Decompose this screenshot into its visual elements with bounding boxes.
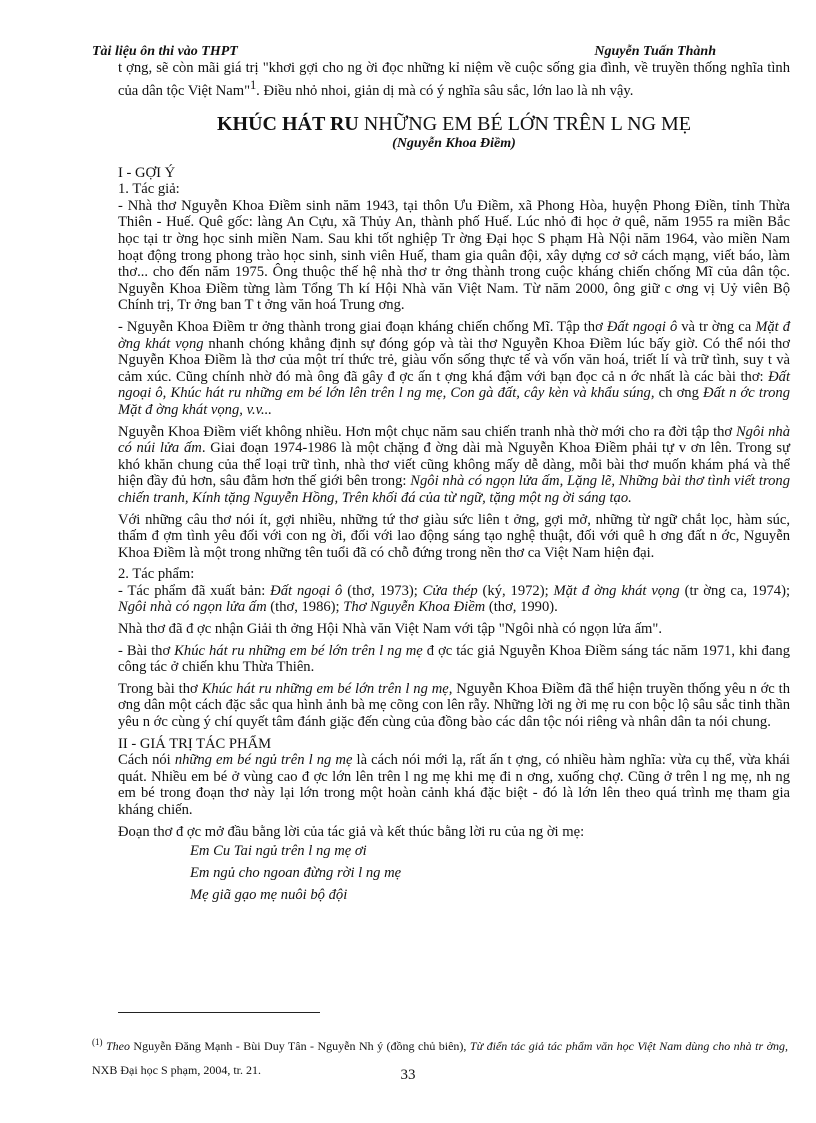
main-content — [118, 60, 790, 906]
subheading-author: 1. Tác giả: — [118, 181, 180, 198]
poem-title — [118, 113, 790, 135]
paragraph-published: - Tác phẩm đã xuất bản: Đất ngoại ô (thơ, 1973); Cửa thép (ký, 1972); Mặt đ ờng khát vọng (tr ờng ca, 1974); Ngôi nhà có ngọn lửa ấm (thơ, 1986); Thơ Nguyễn Khoa Điềm (thơ, 1990). — [118, 582, 790, 616]
section-heading-2: II - GIÁ TRỊ TÁC PHẨM — [118, 735, 272, 752]
paragraph-postwar: Nguyễn Khoa Điềm viết không nhiều. Hơn một chục năm sau chiến tranh nhà thờ mới cho ra đời tập thơ Ngôi nhà có núi lửa ấm. Giai đoạn 1974-1986 là một chặng đ ờng dài mà Nguyễn Khoa Điềm phải tự v ơn lên. Trong sự khó khăn chung của thể loại trữ tình, nhà thơ viết cũng không mấy dễ dàng, mỗi bài thơ muốn khám phá và thể hiện đầy đủ hơn, sâu đằm hơn thế giới bên trong: Ngôi nhà có ngọn lửa ấm, Lặng lẽ, Những bài thơ tình viết trong chiến tranh, Kính tặng Nguyễn Hồng, Trên khối đá của từ ngữ, tặng một ng ời sáng tạo. — [118, 423, 791, 506]
paragraph-award: Nhà thơ đã đ ợc nhận Giải th ởng Hội Nhà văn Việt Nam với tập "Ngôi nhà có ngọn lửa ấm". — [118, 621, 663, 638]
paragraph-verse-intro: Đoạn thơ đ ợc mở đầu bằng lời của tác giả và kết thúc bằng lời ru của ng ời mẹ: — [118, 823, 585, 840]
footnote-ref[interactable]: 1 — [250, 77, 257, 92]
intro-text-end: . Điều nhỏ nhoi, giản dị mà có ý nghĩa sâu sắc, lớn lao là nh vậy. — [256, 82, 634, 99]
header-right: Nguyễn Tuấn Thành — [594, 44, 716, 59]
paragraph-value: Cách nói những em bé ngủ trên l ng mẹ là cách nói mới lạ, rất ấn t ợng, có nhiều hàm nghĩa: vừa cụ thể, vừa khái quát. Nhiều em bé ở vùng cao đ ợc lớn lên trên l ng mẹ khi mẹ đi n ơng, xuống chợ. Cũng ở trên l ng mẹ, nh ng em bé trong đoạn thơ này lại lớn trong một hoàn cảnh khá đặc biệt - đó là lớn lên theo quá trình mẹ tham gia kháng chiến. — [118, 752, 790, 819]
header-left: Tài liệu ôn thi vào THPT — [92, 44, 238, 59]
page-number: 33 — [400, 1067, 416, 1083]
paragraph-composed: - Bài thơ Khúc hát ru những em bé lớn trên l ng mẹ đ ợc tác giả Nguyễn Khoa Điềm sáng tác năm 1971, khi đang công tác ở chiến khu Thừa Thiên. — [118, 642, 790, 676]
footnote: $^{(1)}$ Theo Nguyễn Đăng Mạnh - Bùi Duy Tân - Nguyễn Nh ý (đồng chủ biên), Từ điển tác giả tác phẩm văn học Việt Nam dùng cho nhà tr ờng, NXB Đại học S phạm, 2004, tr. 21. — [92, 1037, 788, 1077]
intro-paragraph — [118, 60, 790, 99]
intro-text: t ợng, sẽ còn mãi giá trị "khơi gợi cho ng ời đọc những kỉ niệm về cuộc sống gia đình, về truyền thống nghĩa tình của dân tộc Việt Nam" — [118, 60, 790, 99]
verse-line: Em ngủ cho ngoan đừng rời l ng mẹ — [190, 865, 402, 882]
subheading-works: 2. Tác phẩm: — [118, 566, 195, 583]
footnote-divider — [118, 1012, 320, 1013]
poem-author: (Nguyễn Khoa Điềm) — [392, 136, 516, 152]
title-rest: NHỮNG EM BÉ LỚN TRÊN L NG MẸ — [358, 113, 692, 136]
verse-line: Mẹ giã gạo mẹ nuôi bộ đội — [190, 887, 348, 904]
footnote-mark: (1) — [92, 1037, 103, 1047]
verse-line: Em Cu Tai ngủ trên l ng mẹ ơi — [190, 843, 367, 860]
title-bold: KHÚC HÁT RU — [216, 113, 359, 136]
paragraph-style: Với những câu thơ nói ít, gợi nhiều, những tứ thơ giàu sức liên t ởng, gợi mở, những từ ngữ chắt lọc, hàm súc, thấm đ ợm tình yêu đối với con ng ời, đối với lao động sáng tạo nghệ thuật, đối với quê h ơng đất n ớc, Nguyễn Khoa Điềm là một trong những tên tuổi đã có chỗ đứng trong nền thơ ca Việt Nam hiện đại. — [118, 511, 790, 561]
paragraph-theme: Trong bài thơ Khúc hát ru những em bé lớn trên l ng mẹ, Nguyễn Khoa Điềm đã thể hiện truyền thống yêu n ớc th ơng dân một cách đặc sắc qua hình ảnh bà mẹ cõng con lên rẫy. Những lời ng ời mẹ ru con bộc lộ sâu sắc tinh thần yêu n ớc cùng ý chí quyết tâm đánh giặc đến cùng của đồng bào các dân tộc nói riêng và nhân dân ta nói chung. — [118, 680, 790, 731]
paragraph-career: - Nguyễn Khoa Điềm tr ởng thành trong giai đoạn kháng chiến chống Mĩ. Tập thơ Đất ngoại ô và tr ờng ca Mặt đ ờng khát vọng nhanh chóng khẳng định sự đóng góp và tài thơ Nguyễn Khoa Điềm lúc bấy giờ. Có thể nói thơ Nguyễn Khoa Điềm là thơ của một trí thức trẻ, giàu vốn sống thực tế và vốn văn hoá, triết lí và trữ tình, suy t và cảm xúc. Cũng chính nhờ đó mà ông đã gây đ ợc ấn t ợng khá đậm với bạn đọc cả n ớc nhất là các bài thơ: Đất ngoại ô, Khúc hát ru những em bé lớn lên trên l ng mẹ, Con gà đất, cây kèn và khẩu súng, ch ơng Đất n ớc trong Mặt đ ờng khát vọng, v.v... — [118, 318, 791, 418]
paragraph-bio: - Nhà thơ Nguyễn Khoa Điềm sinh năm 1943, tại thôn Ưu Điềm, xã Phong Hòa, huyện Phong Điền, tỉnh Thừa Thiên - Huế. Quê gốc: làng An Cựu, xã Thủy An, thành phố Huế. Lúc nhỏ đi học ở quê, năm 1955 ra miền Bắc học tại tr ờng học sinh miền Nam. Sau khi tốt nghiệp Tr ờng Đại học S phạm Hà Nội năm 1964, vào miền Nam hoạt động trong phong trào học sinh, sinh viên Huế, tham gia quân đội, xây dựng cơ sở cách mạng, viết báo, làm thơ... cho đến năm 1975. Ông thuộc thế hệ nhà thơ tr ởng thành trong cuộc kháng chiến chống Mĩ của dân tộc. Nguyễn Khoa Điềm từng làm Tổng Th kí Hội Nhà văn Việt Nam. Từ năm 2000, ông giữ c ơng vị Uỷ viên Bộ Chính trị, Tr ởng ban T t ởng văn hoá Trung ơng. — [118, 197, 790, 314]
section-heading-1: I - GỢI Ý — [118, 164, 176, 181]
